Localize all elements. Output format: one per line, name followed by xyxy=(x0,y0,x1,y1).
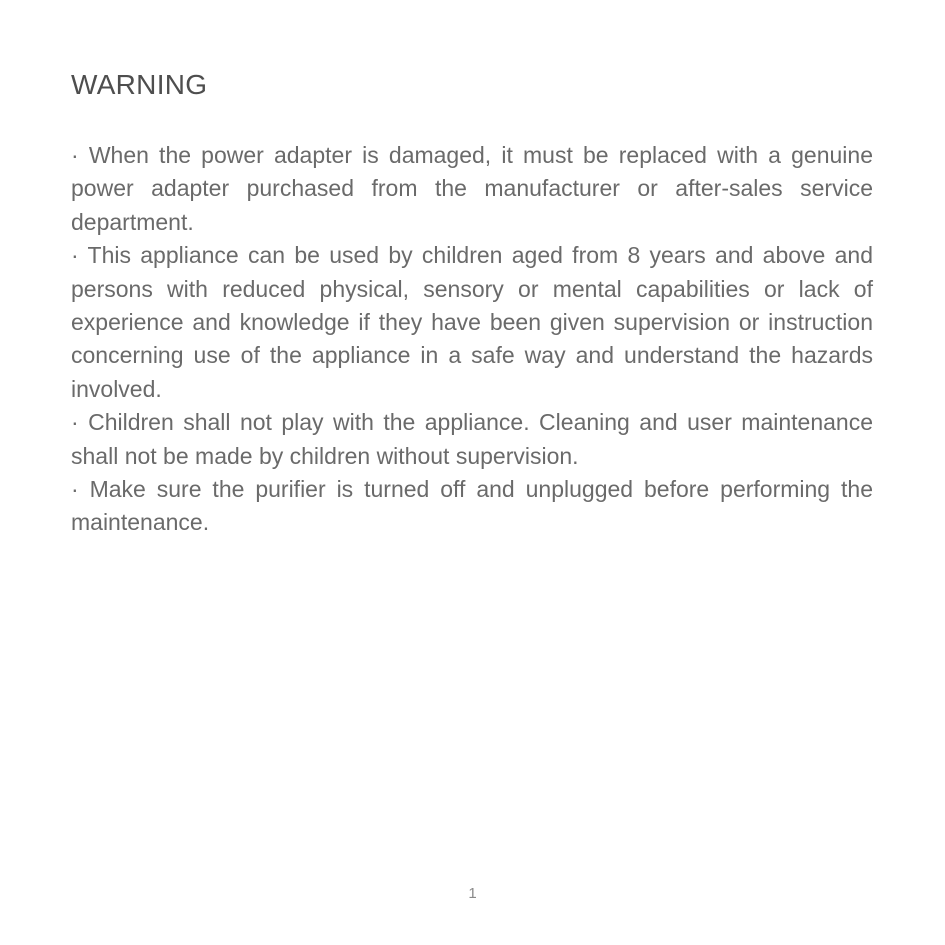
warning-item-children-play: · Children shall not play with the appliance. Cleaning and user maintenance shall not be made by children without supervision. xyxy=(71,409,873,469)
warning-item-children-persons: · This appliance can be used by children aged from 8 years and above and persons with reduced physical, sensory or mental capabilities or lack of experience and knowledge if they have been given supervision or instruction concerning use of the appliance in a safe way and understand the hazards involved. xyxy=(71,242,873,402)
warning-heading: WARNING xyxy=(71,69,208,100)
warning-item-power-adapter: · When the power adapter is damaged, it must be replaced with a genuine power adapter purchased from the manufacturer or after-sales service department. xyxy=(71,142,873,235)
page-number: 1 xyxy=(468,885,477,902)
warning-list xyxy=(71,139,873,540)
warning-item-maintenance: · Make sure the purifier is turned off and unplugged before performing the maintenance. xyxy=(71,476,873,536)
document-page xyxy=(71,68,873,540)
